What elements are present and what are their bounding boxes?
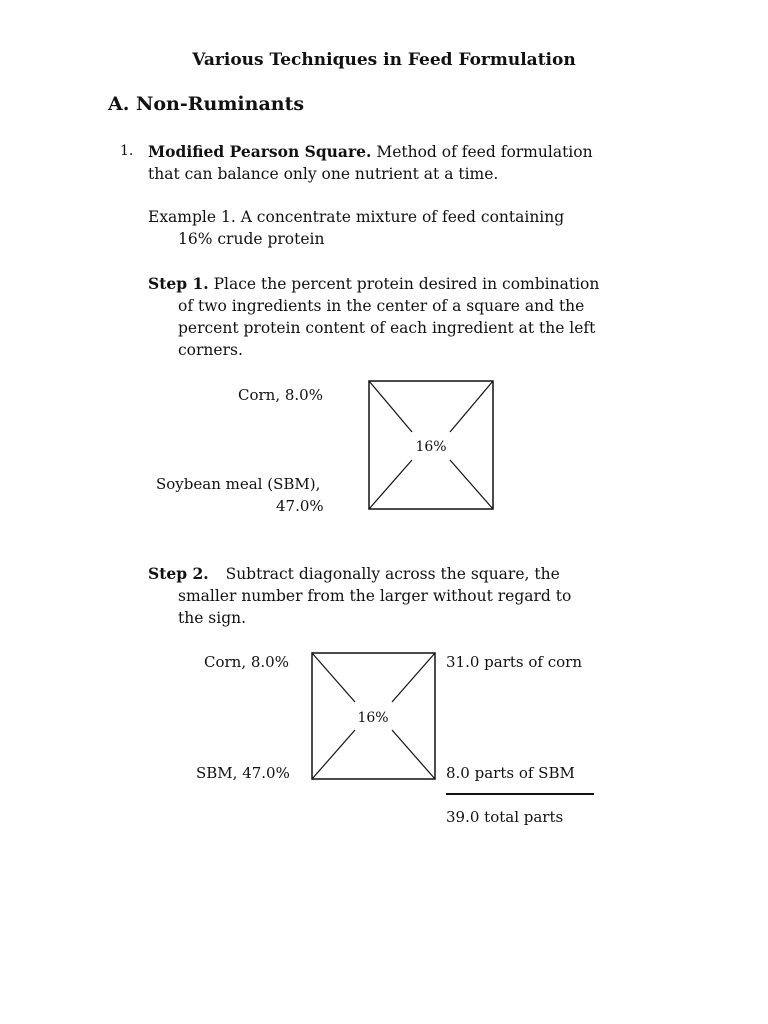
document-title: Various Techniques in Feed Formulation [192, 50, 576, 70]
item-number: 1. [120, 143, 134, 159]
item-line-2: that can balance only one nutrient at a time. [148, 165, 499, 183]
square-1-diag-tr [450, 381, 493, 432]
square-2-diag-tl [312, 653, 355, 702]
step2-line-2: smaller number from the larger without regard to [178, 587, 572, 605]
step2-label: Step 2. [148, 564, 209, 583]
diagram2-total-label: 39.0 total parts [446, 808, 564, 826]
step1-line-4: corners. [178, 341, 243, 359]
step2-line-1 [148, 563, 560, 585]
step2-line-3: the sign. [178, 609, 247, 627]
section-heading: A. Non-Ruminants [108, 93, 305, 115]
diagram1-bottom-left-label-1: Soybean meal (SBM), [156, 475, 321, 493]
total-divider-line [446, 793, 594, 795]
step1-line-1 [148, 273, 599, 295]
square-1-diag-tl [369, 381, 412, 432]
diagram2-top-left-label: Corn, 8.0% [204, 653, 289, 671]
example-line-1: Example 1. A concentrate mixture of feed containing [148, 208, 565, 226]
step1-text: Place the percent protein desired in combination [213, 275, 600, 293]
step2-text: Subtract diagonally across the square, the [225, 565, 560, 583]
pearson-square-2 [311, 652, 436, 780]
square-2-center-value: 16% [357, 710, 389, 726]
step1-label: Step 1. [148, 274, 209, 293]
diagram2-top-right-label: 31.0 parts of corn [446, 653, 582, 671]
square-1-diag-bl [369, 460, 412, 509]
square-2-diag-bl [312, 730, 355, 779]
diagram1-bottom-left-label-2: 47.0% [276, 497, 324, 515]
step1-line-3: percent protein content of each ingredient at the left [178, 319, 596, 337]
square-1-diag-br [450, 460, 493, 509]
example-line-2: 16% crude protein [178, 230, 325, 248]
step1-line-2: of two ingredients in the center of a square and the [178, 297, 585, 315]
pearson-square-1 [368, 380, 494, 510]
item-heading: Modified Pearson Square. [148, 142, 372, 161]
square-1-center-value: 16% [415, 439, 447, 455]
square-2-diag-tr [392, 653, 435, 702]
square-2-diag-br [392, 730, 435, 779]
item-line-1 [148, 141, 593, 163]
diagram1-top-left-label: Corn, 8.0% [238, 386, 323, 404]
diagram2-bottom-left-label: SBM, 47.0% [196, 764, 290, 782]
item-description: Method of feed formulation [376, 143, 593, 161]
diagram2-bottom-right-label: 8.0 parts of SBM [446, 764, 575, 782]
